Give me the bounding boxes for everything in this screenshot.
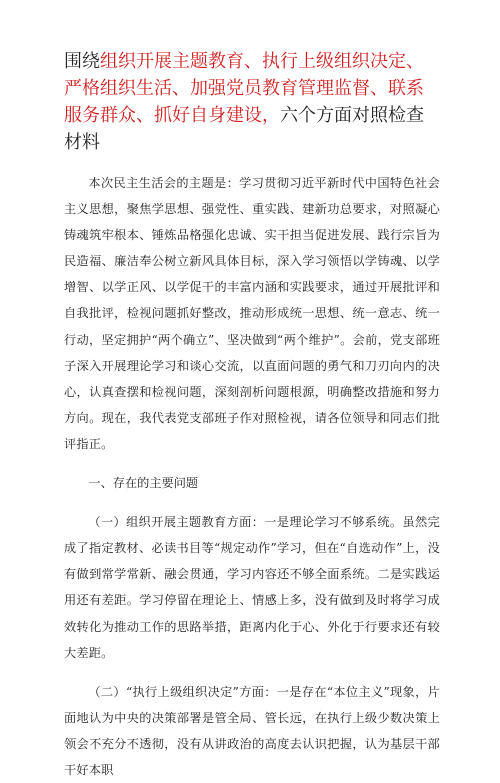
intro-paragraph: 本次民主生活会的主题是：学习贯彻习近平新时代中国特色社会主义思想，聚焦学思想、强党性、重实践、建新功总要求，对照凝心铸魂筑牢根本、锤炼品格强化忠诚、实干担当促进发展、践行宗旨为民造福、廉洁奉公树立新风具体目标，深入学习领悟以学铸魂、以学增智、以学正风、以学促干的丰富内涵和实践要求，通过开展批评和自我批评，检视问题抓好整改，推动形成统一思想、统一意志、统一行动，坚定拥护“两个确立”、坚决做到“两个维护”。会前，党支部班子深入开展理论学习和谈心交流，以直面问题的勇气和刀刃向内的决心，认真查摆和检视问题，深刻剖析问题根源，明确整改措施和努力方向。现在，我代表党支部班子作对照检视，请各位领导和同志们批评指正。 — [64, 176, 440, 451]
title-highlight: 组织开展主题教育、执行上级组织决定、严格组织生活、加强党员教育管理监督、联系服务群众、抓好自身建设， — [64, 51, 424, 126]
section-heading-problems: 一、存在的主要问题 — [88, 476, 199, 491]
problem-item-1: （一）组织开展主题教育方面：一是理论学习不够系统。虽然完成了指定教材、必读书目等“规定动作”学习，但在“自选动作”上，没有做到常学常新、融会贯通，学习内容还不够全面系统。二是实践运用还有差距。学习停留在理论上、情感上多，没有做到及时将学习成效转化为推动工作的思路举措，距离内化于心、外化于行要求还有较大差距。 — [64, 515, 440, 660]
problem-item-2: （二）“执行上级组织决定”方面：一是存在“本位主义”现象，片面地认为中央的决策部署是管全局、管长远，在执行上级少数决策上领会不充分不透彻，没有从讲政治的高度去认识把握，认为基层干部干好本职 — [64, 684, 440, 777]
document-title — [64, 48, 440, 156]
title-prefix: 围绕 — [64, 51, 100, 72]
title-suffix: 六个方面对照检查材料 — [64, 105, 424, 153]
